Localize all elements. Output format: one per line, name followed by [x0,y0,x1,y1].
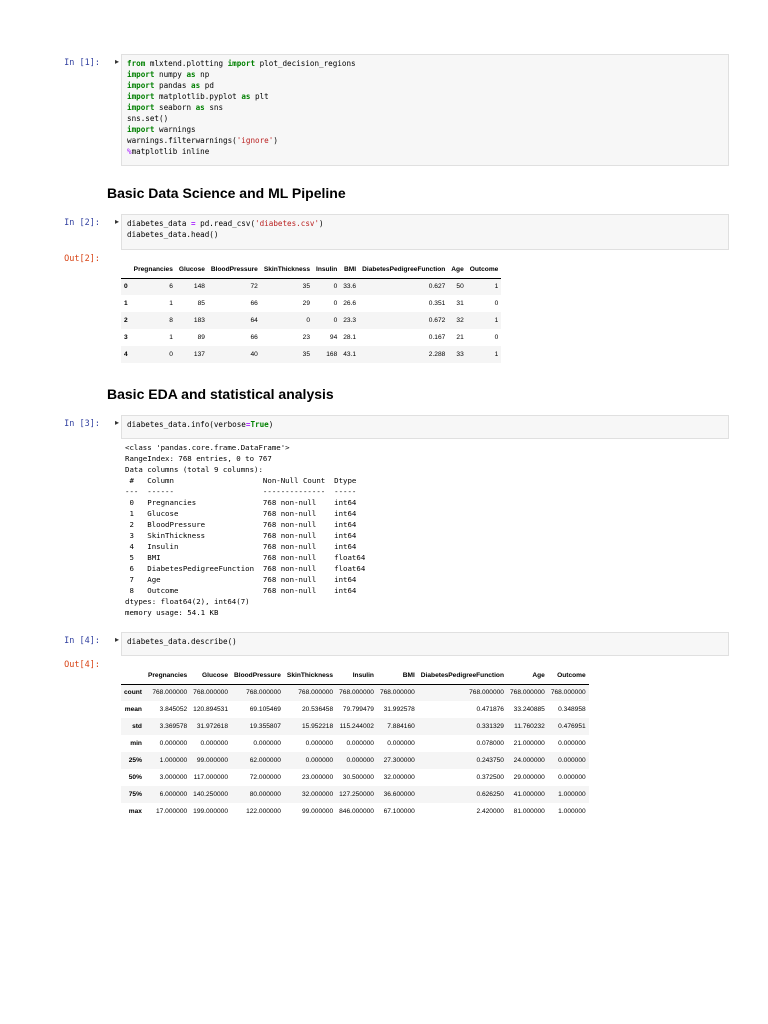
table-cell: 19.355807 [249,723,281,730]
table-cell: 1.000000 [159,757,188,764]
table-row [121,684,589,701]
output-line: dtypes: float64(2), int64(7) [125,597,250,606]
row-index: 4 [124,351,128,358]
run-cell-icon[interactable]: ▸ [114,635,119,644]
code-token: ) [273,136,278,145]
table-cell: 0 [306,317,311,324]
output-line: 1 Glucose 768 non-null int64 [125,509,357,518]
table-cell: 40 [250,351,258,358]
table-cell: 32.000000 [301,791,334,798]
column-header: BMI [340,261,359,278]
output-line: 6 DiabetesPedigreeFunction 768 non-null float64 [125,564,366,573]
table-cell: 67.100000 [383,808,415,815]
table-cell: 2.420000 [476,808,504,815]
table-cell: 0 [333,283,338,291]
table-cell: 28.1 [343,334,357,341]
table-cell: 3.845052 [159,706,188,713]
table-cell: 0 [494,334,499,341]
column-header: BloodPressure [208,261,261,278]
code-token: 'ignore' [236,136,274,145]
code-token: True [250,420,269,429]
table-cell: 768.000000 [550,689,586,697]
table-row [121,346,501,363]
row-index: 75% [128,791,142,798]
code-line [127,58,723,69]
table-cell: 8 [169,317,173,324]
code-token: as [191,81,201,90]
table-cell: 0.476951 [558,723,586,730]
column-header: Glucose [190,667,231,684]
table-row [121,278,501,295]
table-cell: 30.500000 [342,774,374,781]
describe-dataframe-table [121,667,589,820]
table-row [121,329,501,346]
output-line: Data columns (total 9 columns): [125,465,263,474]
table-cell: 768.000000 [298,689,334,697]
table-row [121,735,589,752]
table-row [121,786,589,803]
table-cell: 66 [250,334,258,341]
table-cell: 0 [494,300,499,307]
table-cell: 137 [193,351,205,358]
table-row [121,295,501,312]
table-cell: 3.369578 [159,723,188,730]
table-cell: 199.000000 [193,808,229,815]
code-token: import [127,92,155,101]
cell-1-in-prompt: In [1]: [64,58,100,68]
table-cell: 2.288 [428,351,446,358]
code-line [127,124,723,135]
table-cell: 6 [169,283,173,291]
column-header: Outcome [467,261,502,278]
row-index: 3 [124,334,128,341]
code-token: pd.read_csv( [195,219,256,228]
table-cell: 33.240885 [513,706,545,713]
table-cell: 0.000000 [305,740,334,747]
table-cell: 1 [169,300,173,307]
code-line [127,229,723,240]
table-cell: 0.348958 [558,706,586,713]
column-header: Pregnancies [131,261,176,278]
column-header: SkinThickness [261,261,313,278]
table-cell: 3.000000 [159,774,188,781]
output-line: --- ------ -------------- ----- [125,487,357,496]
section-heading-eda: Basic EDA and statistical analysis [107,386,334,402]
table-row [121,769,589,786]
code-cell-4[interactable] [121,632,729,656]
table-cell: 0.000000 [200,740,229,747]
table-cell: 768.000000 [509,689,545,697]
code-token: ) [268,420,274,429]
run-cell-icon[interactable]: ▸ [114,217,119,226]
cell-3-in-prompt: In [3]: [64,419,100,429]
table-cell: 1 [494,283,499,291]
code-line [127,102,723,113]
code-line [127,135,723,146]
code-token: import [127,81,155,90]
index-header [121,667,145,684]
table-cell: 23.000000 [301,774,334,781]
code-token: pandas [154,81,192,90]
column-header: Insulin [313,261,340,278]
code-cell-2[interactable] [121,214,729,250]
table-cell: 115.244002 [339,723,374,730]
row-index: min [130,740,142,747]
table-cell: 23 [302,334,311,341]
table-cell: 31.972618 [196,723,229,730]
table-cell: 94 [329,334,338,341]
table-cell: 117.000000 [193,774,229,781]
table-cell: 0 [333,300,338,307]
table-cell: 41.000000 [513,791,545,798]
code-line [127,636,723,647]
table-cell: 1.000000 [558,808,586,815]
cell-2-out-prompt: Out[2]: [64,254,100,264]
info-output [125,442,365,618]
code-token: seaborn [154,103,196,112]
table-cell: 846.000000 [339,808,374,815]
table-cell: 64 [250,317,258,324]
table-cell: 0.000000 [558,740,586,747]
table-cell: 7.884160 [387,723,415,730]
code-line [127,146,723,157]
table-row [121,701,589,718]
table-cell: 35 [302,351,311,358]
code-cell-1[interactable] [121,54,729,166]
code-token: mlxtend.plotting [145,59,228,68]
table-cell: 0.471876 [476,706,504,713]
table-cell: 768.000000 [152,689,188,697]
row-index: 50% [128,774,142,781]
table-cell: 99.000000 [301,808,334,815]
column-header: Pregnancies [145,667,190,684]
code-line [127,113,723,124]
table-cell: 99.000000 [196,757,229,764]
row-index: 25% [128,757,142,764]
table-cell: 33.6 [343,283,357,291]
code-token: np [195,70,210,79]
column-header: Glucose [176,261,208,278]
cell-4-in-prompt: In [4]: [64,636,100,646]
table-cell: 11.760232 [514,723,545,730]
output-line: 8 Outcome 768 non-null int64 [125,586,357,595]
table-cell: 31 [456,300,464,307]
row-index: mean [124,706,142,713]
code-line [127,80,723,91]
column-header: BMI [377,667,418,684]
row-index: std [132,723,142,730]
table-cell: 31.992578 [383,706,415,713]
table-cell: 768.000000 [339,689,374,697]
table-cell: 168 [326,351,338,358]
table-cell: 21 [456,334,464,341]
table-cell: 35 [302,283,311,291]
table-cell: 0.078000 [476,740,504,747]
table-cell: 29 [302,300,311,307]
table-cell: 43.1 [343,351,357,358]
table-cell: 768.000000 [469,689,504,697]
table-cell: 0.000000 [558,774,586,781]
table-cell: 29.000000 [513,774,545,781]
output-line: 2 BloodPressure 768 non-null int64 [125,520,357,529]
output-line: 3 SkinThickness 768 non-null int64 [125,531,357,540]
table-cell: 32 [456,317,464,324]
code-token: diabetes_data [127,219,192,228]
table-cell: 1 [494,351,499,358]
column-header: BloodPressure [231,667,284,684]
table-row [121,752,589,769]
table-cell: 148 [193,283,205,291]
output-line: 7 Age 768 non-null int64 [125,575,357,584]
cell-4-out-prompt: Out[4]: [64,660,100,670]
table-cell: 17.000000 [156,808,188,815]
code-token: numpy [154,70,187,79]
code-token: plot_decision_regions [255,59,356,68]
table-cell: 80.000000 [249,791,281,798]
table-cell: 81.000000 [513,808,545,815]
table-row [121,312,501,329]
code-token: diabetes_data.head() [127,230,219,239]
table-cell: 127.250000 [339,791,374,798]
table-cell: 32.000000 [383,774,415,781]
table-cell: 0.000000 [558,757,586,764]
column-header: Insulin [336,667,377,684]
output-line: 0 Pregnancies 768 non-null int64 [125,498,357,507]
table-cell: 20.536458 [301,706,334,713]
table-cell: 0.372500 [476,774,504,781]
table-cell: 21.000000 [513,740,545,747]
table-cell: 0.000000 [387,740,415,747]
table-cell: 768.000000 [193,689,229,697]
table-cell: 0 [333,317,338,324]
code-token: matplotlib inline [131,147,210,156]
table-cell: 768.000000 [379,689,415,697]
table-cell: 0.627 [428,283,446,291]
table-cell: 1 [494,317,499,324]
output-line: 5 BMI 768 non-null float64 [125,553,366,562]
code-token: diabetes_data.describe() [127,637,237,646]
index-header [121,261,131,278]
code-token: as [241,92,251,101]
table-cell: 72.000000 [249,774,281,781]
code-token: = [245,420,251,429]
row-index: 0 [124,283,128,291]
table-cell: 79.799479 [342,706,374,713]
code-line [127,419,723,430]
code-token: import [227,59,256,68]
code-token: from [127,59,146,68]
table-cell: 140.250000 [193,791,229,798]
table-cell: 0.000000 [346,740,374,747]
column-header: Age [448,261,466,278]
head-dataframe-table [121,261,501,363]
code-token: diabetes_data.info(verbose [127,420,246,429]
code-token: pd [200,81,214,90]
table-cell: 1.000000 [558,791,586,798]
row-index: 2 [124,317,128,324]
code-line [127,218,723,229]
section-heading-pipeline: Basic Data Science and ML Pipeline [107,185,346,201]
table-cell: 122.000000 [246,808,281,815]
code-token: import [127,103,155,112]
table-cell: 85 [197,300,205,307]
table-cell: 120.894531 [193,706,229,713]
table-cell: 183 [193,317,205,324]
table-cell: 0.351 [428,300,446,307]
code-token: sns [204,103,224,112]
code-token: sns.set() [127,114,169,123]
code-line [127,91,723,102]
output-line: memory usage: 54.1 KB [125,608,219,617]
code-line [127,69,723,80]
table-cell: 26.6 [343,300,357,307]
table-cell: 15.952218 [301,723,334,730]
code-token: warnings [154,125,196,134]
code-token: import [127,70,155,79]
code-token: ) [319,219,324,228]
run-cell-icon[interactable]: ▸ [114,57,119,66]
table-cell: 89 [197,334,205,341]
column-header: DiabetesPedigreeFunction [359,261,448,278]
output-line: 4 Insulin 768 non-null int64 [125,542,357,551]
table-cell: 24.000000 [513,757,545,764]
table-cell: 0 [169,351,173,358]
run-cell-icon[interactable]: ▸ [114,418,119,427]
row-index: 1 [124,300,128,307]
row-index: count [124,689,142,697]
table-cell: 69.105469 [249,706,281,713]
code-token: % [127,147,132,156]
table-cell: 768.000000 [246,689,281,697]
table-cell: 62.000000 [249,757,281,764]
code-token: matplotlib.pyplot [154,92,242,101]
code-token: plt [250,92,269,101]
table-cell: 66 [250,300,258,307]
code-token: as [195,103,205,112]
column-header: DiabetesPedigreeFunction [418,667,507,684]
table-cell: 0.243750 [476,757,504,764]
output-line: <class 'pandas.core.frame.DataFrame'> [125,443,290,452]
row-index: max [128,808,142,815]
table-cell: 0.167 [428,334,446,341]
table-cell: 50 [456,283,464,291]
table-cell: 72 [250,283,258,291]
table-cell: 0.331329 [476,723,504,730]
table-cell: 0.000000 [159,740,188,747]
table-cell: 0.000000 [253,740,281,747]
code-token: import [127,125,155,134]
table-cell: 0.672 [428,317,446,324]
code-token: = [191,219,196,228]
column-header: Outcome [548,667,589,684]
table-cell: 36.600000 [383,791,415,798]
table-row [121,803,589,820]
table-cell: 1 [169,334,173,341]
table-cell: 27.300000 [383,757,415,764]
table-cell: 0.000000 [346,757,374,764]
column-header: Age [507,667,548,684]
table-cell: 0.000000 [305,757,334,764]
code-token: warnings.filterwarnings( [127,136,237,145]
column-header: SkinThickness [284,667,336,684]
table-cell: 33 [456,351,464,358]
cell-2-in-prompt: In [2]: [64,218,100,228]
table-cell: 0.626250 [476,791,504,798]
code-token: as [186,70,196,79]
code-cell-3[interactable] [121,415,729,439]
table-row [121,718,589,735]
table-cell: 6.000000 [159,791,188,798]
output-line: # Column Non-Null Count Dtype [125,476,357,485]
output-line: RangeIndex: 768 entries, 0 to 767 [125,454,272,463]
code-token: 'diabetes.csv' [255,219,320,228]
table-cell: 23.3 [343,317,357,324]
